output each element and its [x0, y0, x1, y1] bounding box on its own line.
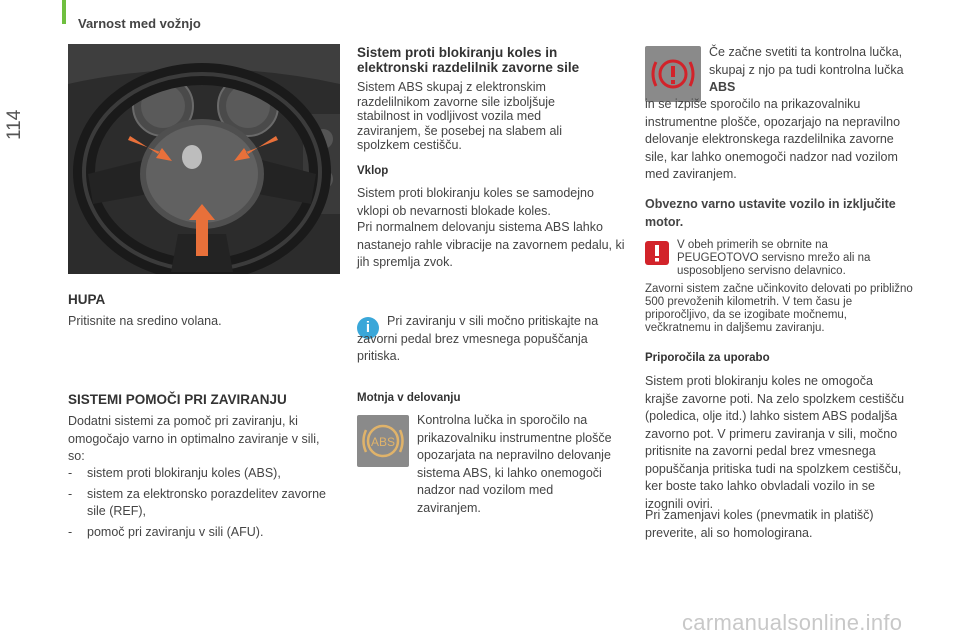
- steering-wheel-illustration: [68, 44, 340, 274]
- page-number: 114: [4, 109, 25, 140]
- recommendations-text-1: Sistem proti blokiranju koles ne omogoča krajše zavorne poti. Na zelo spolzkem cestišču (poledica, olje itd.) lahko sistem ABS podaljša zavorno pot. V primeru zaviranja v sili, močno pritisnite na zavorni pedal brez vmesnega popuščanja pritiska tudi na spolzkem cestišču, ker boste tako lahko obvladali vozilo in se izognili oviri.: [645, 374, 905, 511]
- vklop-text-2: Pri normalnem delovanju sistema ABS lahko nastanejo rahle vibracije na zavornem pedalu, ki jih spremlja zvok.: [357, 220, 625, 269]
- vklop-text-1: Sistem proti blokiranju koles se samodejno vklopi ob nevarnosti blokade koles.: [357, 186, 594, 218]
- abs-intro-text: Sistem ABS skupaj z elektronskim razdelilnikom zavorne sile izboljšuje stabilnost in vodljivost vozila med zaviranjem, še posebej na slabem ali spolzkem cestišču.: [357, 80, 562, 152]
- list-item: - sistem proti blokiranju koles (ABS),: [68, 465, 330, 483]
- info-text: Pri zaviranju v sili močno pritiskajte na zavorni pedal brez vmesnega popuščanja pritiska.: [357, 314, 599, 363]
- abs-icon-label: ABS: [370, 435, 396, 449]
- malfunction-text-body: Kontrolna lučka in sporočilo na prikazovalniku instrumentne plošče opozarjata na nepravilno delovanje sistema ABS, ki lahko onemogoči nadzor nad vozilom med zaviranjem.: [417, 413, 612, 515]
- watermark: carmanualsonline.info: [682, 610, 903, 635]
- brake-warning-text-a: Če začne svetiti ta kontrolna lučka, skupaj z njo pa tudi kontrolna lučka: [709, 45, 904, 77]
- abs-section-title: Sistem proti blokiranju koles in elektronski razdelilnik zavorne sile: [357, 45, 580, 75]
- stop-vehicle-text: Obvezno varno ustavite vozilo in izključite motor.: [645, 197, 896, 229]
- hupa-text: Pritisnite na sredino volana.: [68, 314, 222, 328]
- abs-emphasis: ABS: [709, 80, 736, 94]
- hupa-title: HUPA: [68, 292, 106, 307]
- section-header: Varnost med vožnjo: [78, 16, 201, 31]
- list-item: - sistem za elektronsko porazdelitev zavorne sile (REF),: [68, 486, 330, 521]
- braking-assist-list: [68, 465, 330, 544]
- vklop-title: Vklop: [357, 165, 389, 177]
- section-accent-bar: [62, 0, 66, 24]
- recommendations-title: Priporočila za uporabo: [645, 352, 770, 364]
- service-note-text: V obeh primerih se obrnite na PEUGEOTOVO servisno mrežo ali na usposobljeno servisno delavnico.: [677, 239, 871, 277]
- malfunction-text: [357, 412, 619, 517]
- malfunction-title: Motnja v delovanju: [357, 392, 461, 404]
- brake-warning-text-continued: in se izpiše sporočilo na prikazovalniku instrumentne plošče, opozarjajo na nepravilno delovanje elektronskega razdelilnika zavorne sile, kar lahko onemogoči nadzor nad vozilom med zaviranjem.: [645, 97, 901, 181]
- warning-icon: [645, 241, 669, 265]
- recommendations-text-2: Pri zamenjavi koles (pnevmatik in platišč) preverite, ali so homologirana.: [645, 508, 874, 540]
- list-item: - pomoč pri zaviranju v sili (AFU).: [68, 524, 330, 542]
- steering-wheel-photo: [68, 44, 340, 274]
- braking-assist-intro: Dodatni sistemi za pomoč pri zaviranju, ki omogočajo varno in optimalno zaviranje v sili, so:: [68, 414, 320, 463]
- brake-warning-text-flow: [645, 44, 915, 184]
- page-number-wrap: [4, 80, 28, 140]
- braking-assist-title: SISTEMI POMOČI PRI ZAVIRANJU: [68, 392, 287, 407]
- info-icon: i: [357, 317, 379, 339]
- break-in-note-text: Zavorni sistem začne učinkovito delovati po približno 500 prevoženih kilometrih. V tem času je priporočljivo, da se izogibate močnemu, večkratnemu in daljšemu zaviranju.: [645, 283, 913, 334]
